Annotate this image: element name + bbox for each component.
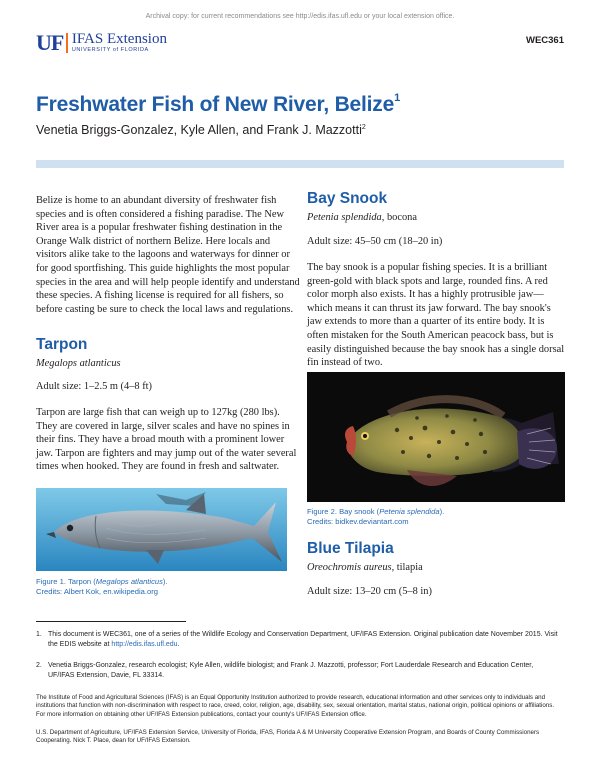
tarpon-caption-species: Megalops atlanticus (95, 577, 163, 586)
footnote-2-number: 2. (36, 662, 42, 669)
bay-snook-description: The bay snook is a popular fishing species. It is a brilliant green-gold with black spots and large, rounded fins. A red color morph also exists. It has a highly protrusible jaw—which means it can thrust its jaw forward. The bay snook's jaw extends to more than a quarter of its entire body. It is often mistaken for the South American peacock bass, but is easily distinguished because the bay snook has a single dorsal fin instead of two. (307, 262, 565, 369)
footnote-1-text: This document is WEC361, one of a series of the Wildlife Ecology and Conservation Department, UF/IFAS Extension. Original publication date November 2015. Visit the EDIS website at (48, 631, 558, 648)
blue-tilapia-common-name: , tilapia (391, 562, 423, 573)
tarpon-scientific-name: Megalops atlanticus (36, 358, 121, 369)
document-title-text: Freshwater Fish of New River, Belize (36, 93, 395, 116)
usda-statement: U.S. Department of Agriculture, UF/IFAS Extension Service, University of Florida, IFAS, Florida A & M University Cooperative Extension Program, and Boards of County Commissioners Cooperating. Nick T. Place, dean for UF/IFAS Extension. (36, 729, 540, 745)
bay-snook-adult-size: Adult size: 45–50 cm (18–20 in) (307, 236, 443, 247)
tarpon-description: Tarpon are large fish that can weigh up to 127kg (280 lbs). They are covered in large, silver scales and have no spines in their fins. They have a broad mouth with a prominent lower jaw. Tarpon are fighters and may jump out of the water several times when hooked. They are found in fresh and saltwater. (36, 407, 297, 473)
intro-paragraph: Belize is home to an abundant diversity of freshwater fish species and is often considered a fishing paradise. The New River area is a popular freshwater fishing destination in the Orange Walk district of northern Belize. Here locals and visitors alike take to the lagoons and waterways for dinner or for good sportfishing. This guide highlights the most popular species in the area and will help people identify and understand these species. A fishing license is required for all fishers, so before casting be sure to check the local laws and regulations. (36, 195, 300, 315)
tarpon-photo (36, 488, 287, 571)
bay-snook-illustration (307, 372, 565, 502)
bay-snook-scientific-name (307, 212, 565, 223)
document-title (36, 93, 400, 117)
footnote-2 (36, 661, 564, 680)
tarpon-caption-suffix: ). (162, 577, 168, 586)
logo-wordmark (72, 32, 167, 54)
logo-main-text: IFAS Extension (71, 31, 167, 48)
logo-divider (66, 33, 68, 53)
bay-snook-caption-credit: Credits: bidkev.deviantart.com (307, 517, 409, 526)
bay-snook-caption-species: Petenia splendida (379, 507, 440, 516)
tarpon-adult-size: Adult size: 1–2.5 m (4–8 ft) (36, 381, 153, 392)
footnote-1-number: 1. (36, 631, 42, 638)
title-footnote-marker[interactable]: 1 (394, 92, 401, 104)
bay-snook-heading: Bay Snook (307, 190, 388, 207)
authors-text: Venetia Briggs-Gonzalez, Kyle Allen, and Frank J. Mazzotti (36, 123, 362, 137)
footnote-1 (36, 630, 564, 649)
uf-logo-mark: UF (36, 30, 64, 55)
footnote-1-end: . (177, 640, 180, 648)
bay-snook-caption (307, 507, 565, 527)
tarpon-illustration (36, 488, 287, 571)
header-rule (36, 160, 564, 168)
authors-footnote-marker[interactable]: 2 (361, 123, 366, 131)
bay-snook-photo (307, 372, 565, 502)
ifas-extension-logo[interactable] (36, 30, 167, 56)
footnote-2-text: Venetia Briggs-Gonzalez, research ecologist; Kyle Allen, wildlife biologist; and Frank J. Mazzotti, professor; Fort Lauderdale Research and Education Center, UF/IFAS Extension, Davie, FL 33314. (48, 662, 534, 679)
bay-snook-caption-prefix: Figure 2. Bay snook ( (307, 507, 380, 516)
tarpon-caption-credit: Credits: Albert Kok, en.wikipedia.org (36, 587, 158, 596)
footnote-rule (36, 621, 186, 622)
bay-snook-species: Petenia splendida (307, 212, 382, 223)
equal-opportunity-statement: The Institute of Food and Agricultural Sciences (IFAS) is an Equal Opportunity Institution authorized to provide research, educational information and other services only to individuals and institutions that function with non-discrimination with respect to race, creed, color, religion, age, disability, sex, sexual orientation, marital status, national origin, political opinions or affiliations. For more information on obtaining other UF/IFAS Extension publications, contact your county's UF/IFAS Extension office. (36, 694, 555, 718)
bay-snook-caption-suffix: ). (439, 507, 445, 516)
tarpon-heading: Tarpon (36, 336, 88, 353)
tarpon-caption (36, 577, 301, 597)
bay-snook-common-name: , bocona (381, 212, 417, 223)
document-number: WEC361 (525, 35, 564, 46)
archive-notice: Archival copy: for current recommendations see http://edis.ifas.ufl.edu or your local extension office. (145, 13, 455, 20)
blue-tilapia-adult-size: Adult size: 13–20 cm (5–8 in) (307, 586, 432, 597)
blue-tilapia-scientific-name (307, 562, 565, 573)
logo-sub-text: UNIVERSITY of FLORIDA (71, 47, 149, 54)
edis-link[interactable]: http://edis.ifas.ufl.edu (111, 640, 178, 648)
tarpon-caption-prefix: Figure 1. Tarpon ( (36, 577, 96, 586)
document-authors (36, 123, 366, 137)
blue-tilapia-species: Oreochromis aureus (307, 562, 392, 573)
blue-tilapia-heading: Blue Tilapia (307, 540, 394, 557)
